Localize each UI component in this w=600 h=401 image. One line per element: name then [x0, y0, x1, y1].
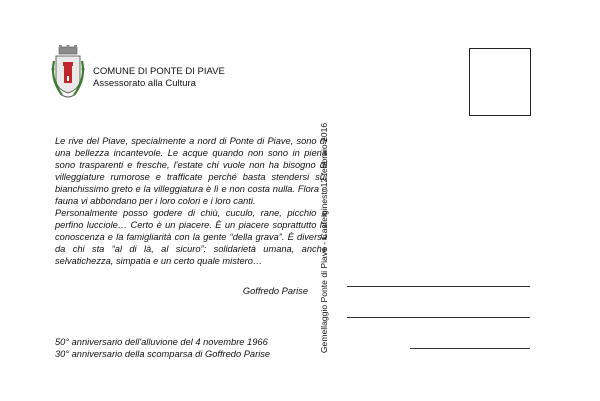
municipality-name: COMUNE DI PONTE DI PIAVE: [93, 66, 225, 77]
header: [93, 66, 225, 90]
twinning-caption: Gemellaggio Ponte di Piave - Castelginest, 12 febbraio 2016: [319, 122, 329, 354]
anniversary-line-1: 50° anniversario dell'alluvione del 4 novembre 1966: [55, 337, 268, 347]
quote-paragraph-1: Le rive del Piave, specialmente a nord di Ponte di Piave, sono di una bellezza incantevole. Le acque quando non sono in piena sono trasparenti e fresche, l'estate chi vuole non ha bisogno di villeggiature rumorose e trafficate perché basta stendersi sul bianchissimo greto e la villeggiatura è lì e non costa nulla. Flora e fauna vi abbondano per i loro colori e i loro canti.: [55, 136, 327, 206]
address-line-1: [347, 286, 530, 287]
quote-paragraph-2: Personalmente posso godere di chiù, cuculo, rane, picchio e perfino lucciole… Certo è un piacere. È un piacere soprattutto la conoscenza e la famigliarità con la gente “della grava”. È diversa da chi sta “al di là, al sicuro”: solidarietà umana, anche selvatichezza, simpatia e un certo quale mistero…: [55, 208, 327, 266]
quote-text: [55, 135, 327, 267]
quote-signature: Goffredo Parise: [242, 286, 308, 296]
address-line-3: [410, 348, 530, 349]
coat-of-arms-icon: [50, 45, 86, 101]
anniversary-line-2: 30° anniversario della scomparsa di Goffredo Parise: [55, 349, 271, 359]
address-line-2: [347, 317, 530, 318]
department-name: Assessorato alla Cultura: [93, 78, 196, 89]
anniversary-notes: [55, 336, 270, 360]
stamp-placeholder-icon: [469, 48, 531, 116]
